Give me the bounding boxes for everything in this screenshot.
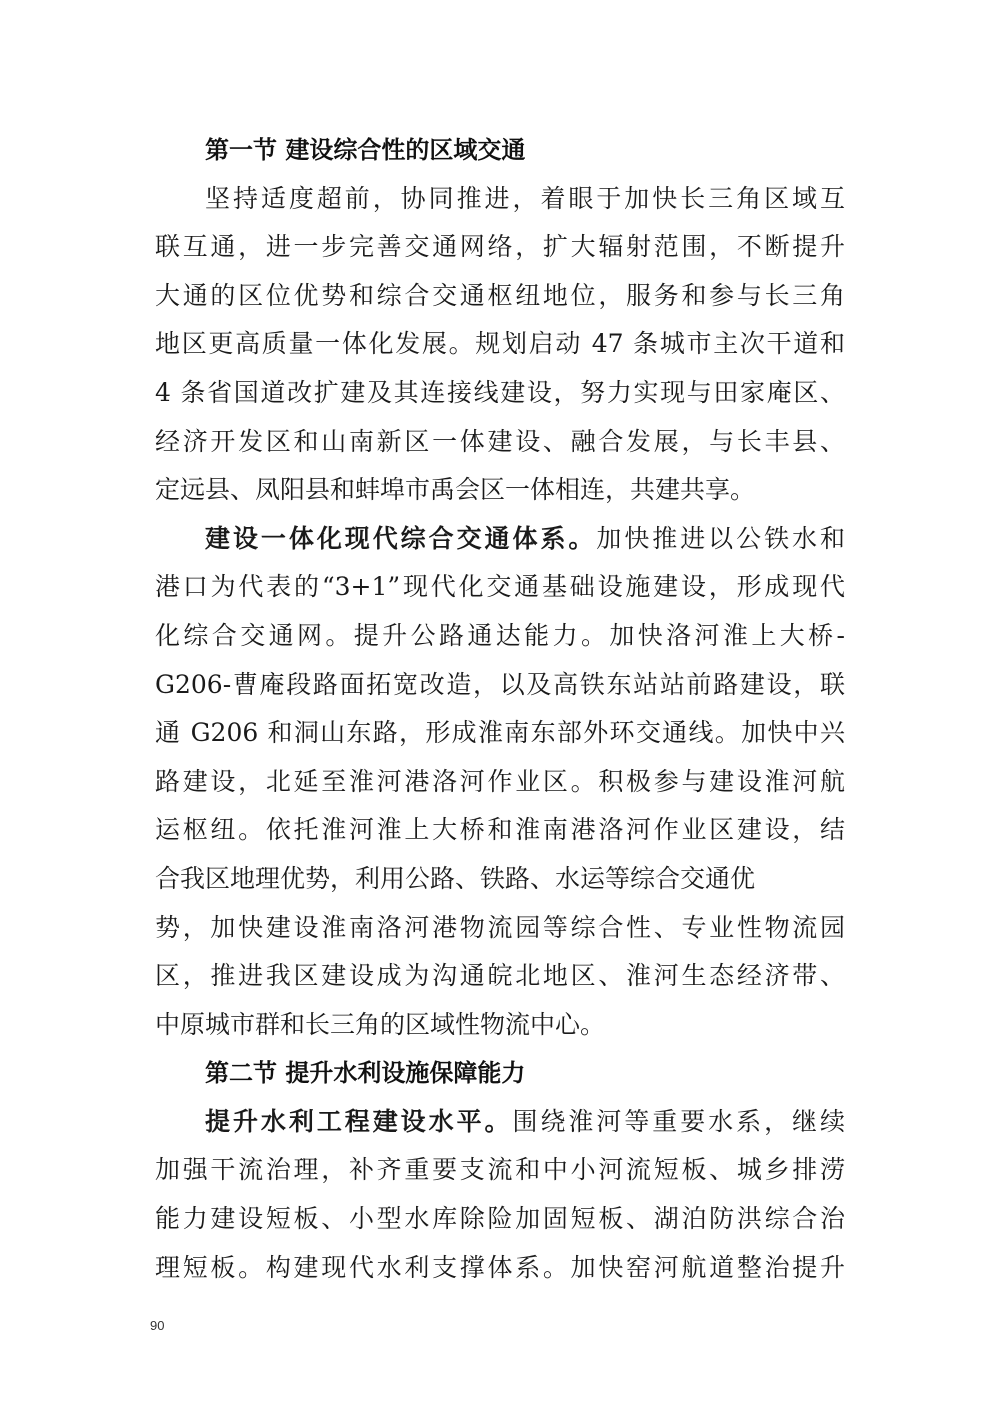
paragraph-text: 加快推进以公铁水和 xyxy=(596,523,845,553)
paragraph-line: 地区更高质量一体化发展。规划启动 47 条城市主次干道和 xyxy=(155,329,845,359)
page-number: 90 xyxy=(150,1318,165,1333)
paragraph-line: 加强干流治理，补齐重要支流和中小河流短板、城乡排涝 xyxy=(155,1155,845,1185)
paragraph-line: 能力建设短板、小型水库除险加固短板、湖泊防洪综合治 xyxy=(155,1204,845,1234)
paragraph-line: 理短板。构建现代水利支撑体系。加快窑河航道整治提升 xyxy=(155,1252,845,1282)
paragraph-line: 坚持适度超前，协同推进，着眼于加快长三角区域互 xyxy=(205,183,845,213)
paragraph-line: 联互通，进一步完善交通网络，扩大辐射范围，不断提升 xyxy=(155,232,845,262)
paragraph-line xyxy=(155,515,845,564)
section-heading-1: 第一节 建设综合性的区域交通 xyxy=(205,136,526,164)
paragraph-line: 通 G206 和洞山东路，形成淮南东部外环交通线。加快中兴 xyxy=(155,718,845,748)
paragraph-line: 路建设，北延至淮河港洛河作业区。积极参与建设淮河航 xyxy=(155,766,845,796)
body-text xyxy=(155,126,845,1292)
paragraph-line: 势，加快建设淮南洛河港物流园等综合性、专业性物流园 xyxy=(155,912,845,942)
paragraph-lead: 提升水利工程建设水平。 xyxy=(205,1106,513,1136)
paragraph-line: 4 条省国道改扩建及其连接线建设，努力实现与田家庵区、 xyxy=(155,377,845,407)
paragraph-text: 围绕淮河等重要水系，继续 xyxy=(512,1106,845,1136)
paragraph-lead: 建设一体化现代综合交通体系。 xyxy=(205,523,597,553)
paragraph-line: 化综合交通网。提升公路通达能力。加快洛河淮上大桥- xyxy=(155,620,845,650)
paragraph-line: 港口为代表的“3+1”现代化交通基础设施建设，形成现代 xyxy=(155,572,845,602)
paragraph-line: 合我区地理优势，利用公路、铁路、水运等综合交通优 xyxy=(155,863,756,893)
paragraph-line xyxy=(155,1098,845,1147)
paragraph-line: 中原城市群和长三角的区域性物流中心。 xyxy=(155,1009,606,1039)
paragraph-line: 定远县、凤阳县和蚌埠市禹会区一体相连，共建共享。 xyxy=(155,475,756,505)
paragraph-line: 大通的区位优势和综合交通枢纽地位，服务和参与长三角 xyxy=(155,280,845,310)
paragraph-line: 运枢纽。依托淮河淮上大桥和淮南港洛河作业区建设，结 xyxy=(155,815,845,845)
paragraph-line: 区，推进我区建设成为沟通皖北地区、淮河生态经济带、 xyxy=(155,961,845,991)
paragraph-line: 经济开发区和山南新区一体建设、融合发展，与长丰县、 xyxy=(155,426,845,456)
section-heading-2: 第二节 提升水利设施保障能力 xyxy=(205,1059,526,1088)
paragraph-line: G206-曹庵段路面拓宽改造，以及高铁东站站前路建设，联 xyxy=(155,669,845,699)
